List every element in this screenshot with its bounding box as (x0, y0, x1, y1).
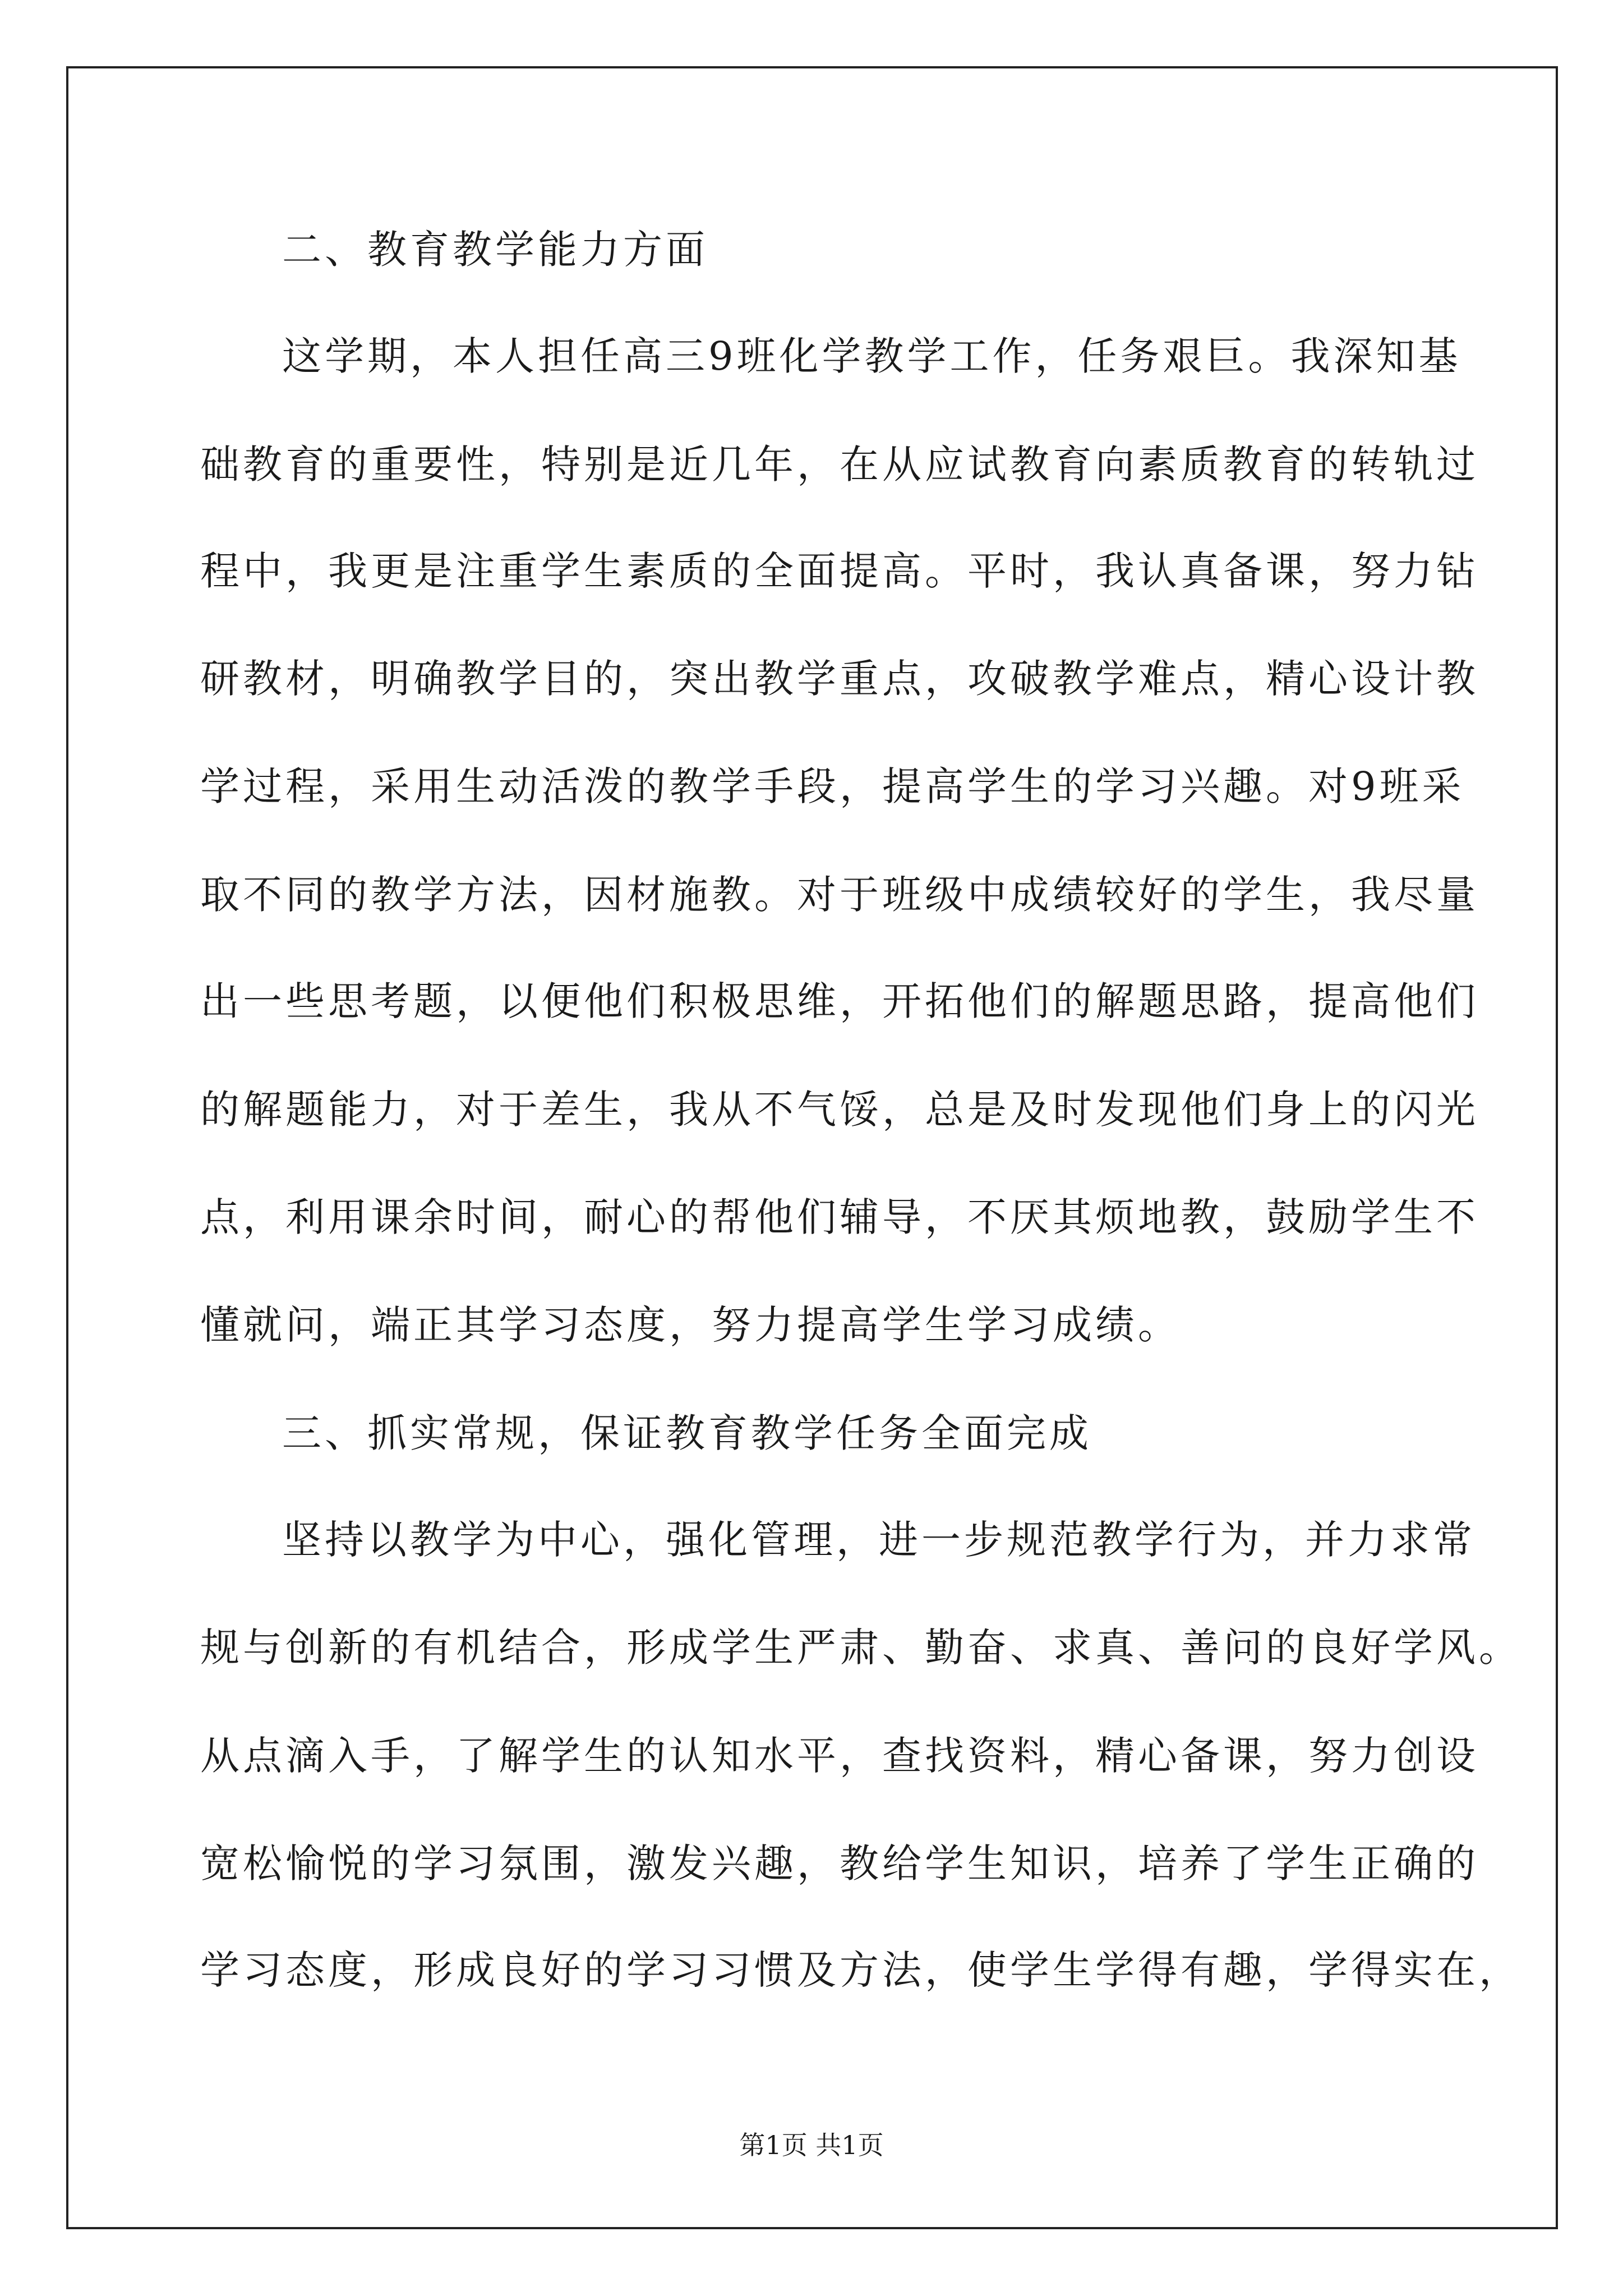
paragraph-line: 点，利用课余时间，耐心的帮他们辅导，不厌其烦地教，鼓励学生不 (200, 1194, 1479, 1240)
page-border (66, 66, 1558, 2229)
paragraph-line: 研教材，明确教学目的，突出教学重点，攻破教学难点，精心设计教 (200, 656, 1479, 702)
paragraph-line: 这学期，本人担任高三9班化学教学工作，任务艰巨。我深知基 (282, 333, 1461, 379)
paragraph-line: 懂就问，端正其学习态度，努力提高学生学习成绩。 (200, 1302, 1181, 1348)
paragraph-line: 的解题能力，对于差生，我从不气馁，总是及时发现他们身上的闪光 (200, 1087, 1479, 1133)
paragraph-line: 学习态度，形成良好的学习习惯及方法，使学生学得有趣，学得实在， (200, 1947, 1521, 1993)
section-heading-2: 二、教育教学能力方面 (282, 227, 708, 273)
paragraph-line: 取不同的教学方法，因材施教。对于班级中成绩较好的学生，我尽量 (200, 872, 1479, 918)
paragraph-line: 规与创新的有机结合，形成学生严肃、勤奋、求真、善问的良好学风。 (200, 1625, 1521, 1671)
paragraph-line: 程中，我更是注重学生素质的全面提高。平时，我认真备课，努力钻 (200, 548, 1479, 594)
paragraph-line: 础教育的重要性，特别是近几年，在从应试教育向素质教育的转轨过 (200, 441, 1479, 487)
section-heading-3: 三、抓实常规，保证教育教学任务全面完成 (282, 1410, 1092, 1456)
paragraph-line: 出一些思考题，以便他们积极思维，开拓他们的解题思路，提高他们 (200, 978, 1479, 1024)
page-number: 第1页 共1页 (739, 2130, 884, 2160)
paragraph-line: 学过程，采用生动活泼的教学手段，提高学生的学习兴趣。对9班采 (200, 763, 1465, 809)
paragraph-line: 从点滴入手，了解学生的认知水平，查找资料，精心备课，努力创设 (200, 1733, 1479, 1779)
paragraph-line: 坚持以教学为中心，强化管理，进一步规范教学行为，并力求常 (282, 1517, 1476, 1563)
paragraph-line: 宽松愉悦的学习氛围，激发兴趣，教给学生知识，培养了学生正确的 (200, 1841, 1479, 1887)
